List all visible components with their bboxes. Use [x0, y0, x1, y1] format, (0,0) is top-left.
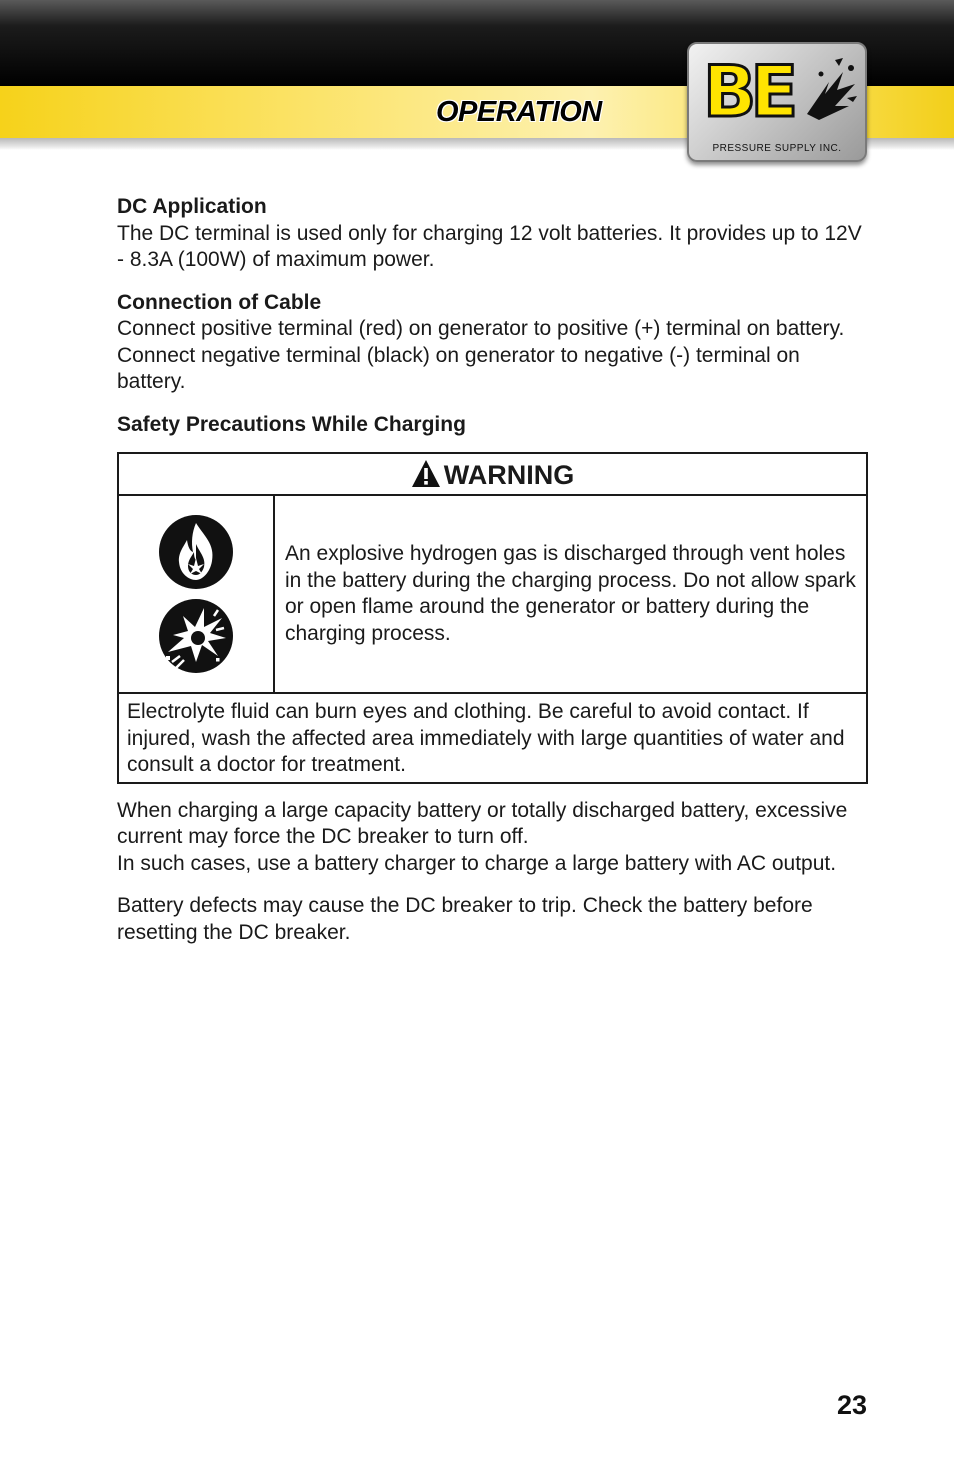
connection-positive-text: Connect positive terminal (red) on generator to positive (+) terminal on battery. — [117, 317, 845, 340]
section-title: OPERATION — [436, 96, 602, 128]
dc-application-text: The DC terminal is used only for charging 12 volt batteries. It provides up to 12V - 8.3A (100W) of maximum power. — [117, 221, 862, 271]
safety-heading: Safety Precautions While Charging — [117, 412, 466, 436]
large-battery-text: When charging a large capacity battery or totally discharged battery, excessive current may force the DC breaker to turn off. — [117, 798, 848, 848]
battery-defects-section — [117, 893, 869, 946]
logo-tagline: PRESSURE SUPPLY INC. — [712, 143, 842, 154]
battery-defects-text: Battery defects may cause the DC breaker to trip. Check the battery before resetting the DC breaker. — [117, 894, 813, 944]
warning-title: WARNING — [443, 460, 575, 490]
large-battery-section — [117, 798, 869, 878]
dc-application-heading: DC Application — [117, 195, 267, 218]
battery-charger-text: In such cases, use a battery charger to charge a large battery with AC output. — [117, 851, 837, 875]
fire-hazard-icon — [158, 514, 234, 590]
electrolyte-warning-text: Electrolyte fluid can burn eyes and clothing. Be careful to avoid contact. If injured, wash the affected area immediately with large quantities of water and consult a doctor for treatment. — [118, 693, 867, 783]
hazard-icons-cell — [118, 495, 274, 693]
connection-heading: Connection of Cable — [117, 290, 322, 314]
brand-logo — [687, 42, 867, 162]
explosion-hazard-icon — [158, 598, 234, 674]
dc-application-section — [117, 194, 869, 274]
hydrogen-warning-text: An explosive hydrogen gas is discharged through vent holes in the battery during the charging process. Do not allow spark or open flame around the generator or battery during the charging process. — [274, 495, 867, 693]
page-content — [117, 194, 869, 962]
warning-triangle-icon — [411, 459, 441, 489]
connection-section — [117, 290, 869, 396]
warning-header — [118, 453, 867, 495]
page-number: 23 — [836, 1390, 867, 1420]
connection-negative-text: Connect negative terminal (black) on generator to negative (-) terminal on battery. — [117, 343, 800, 393]
warning-box — [117, 452, 868, 784]
logo-letters: BE — [703, 51, 793, 133]
splash-icon — [799, 54, 859, 124]
